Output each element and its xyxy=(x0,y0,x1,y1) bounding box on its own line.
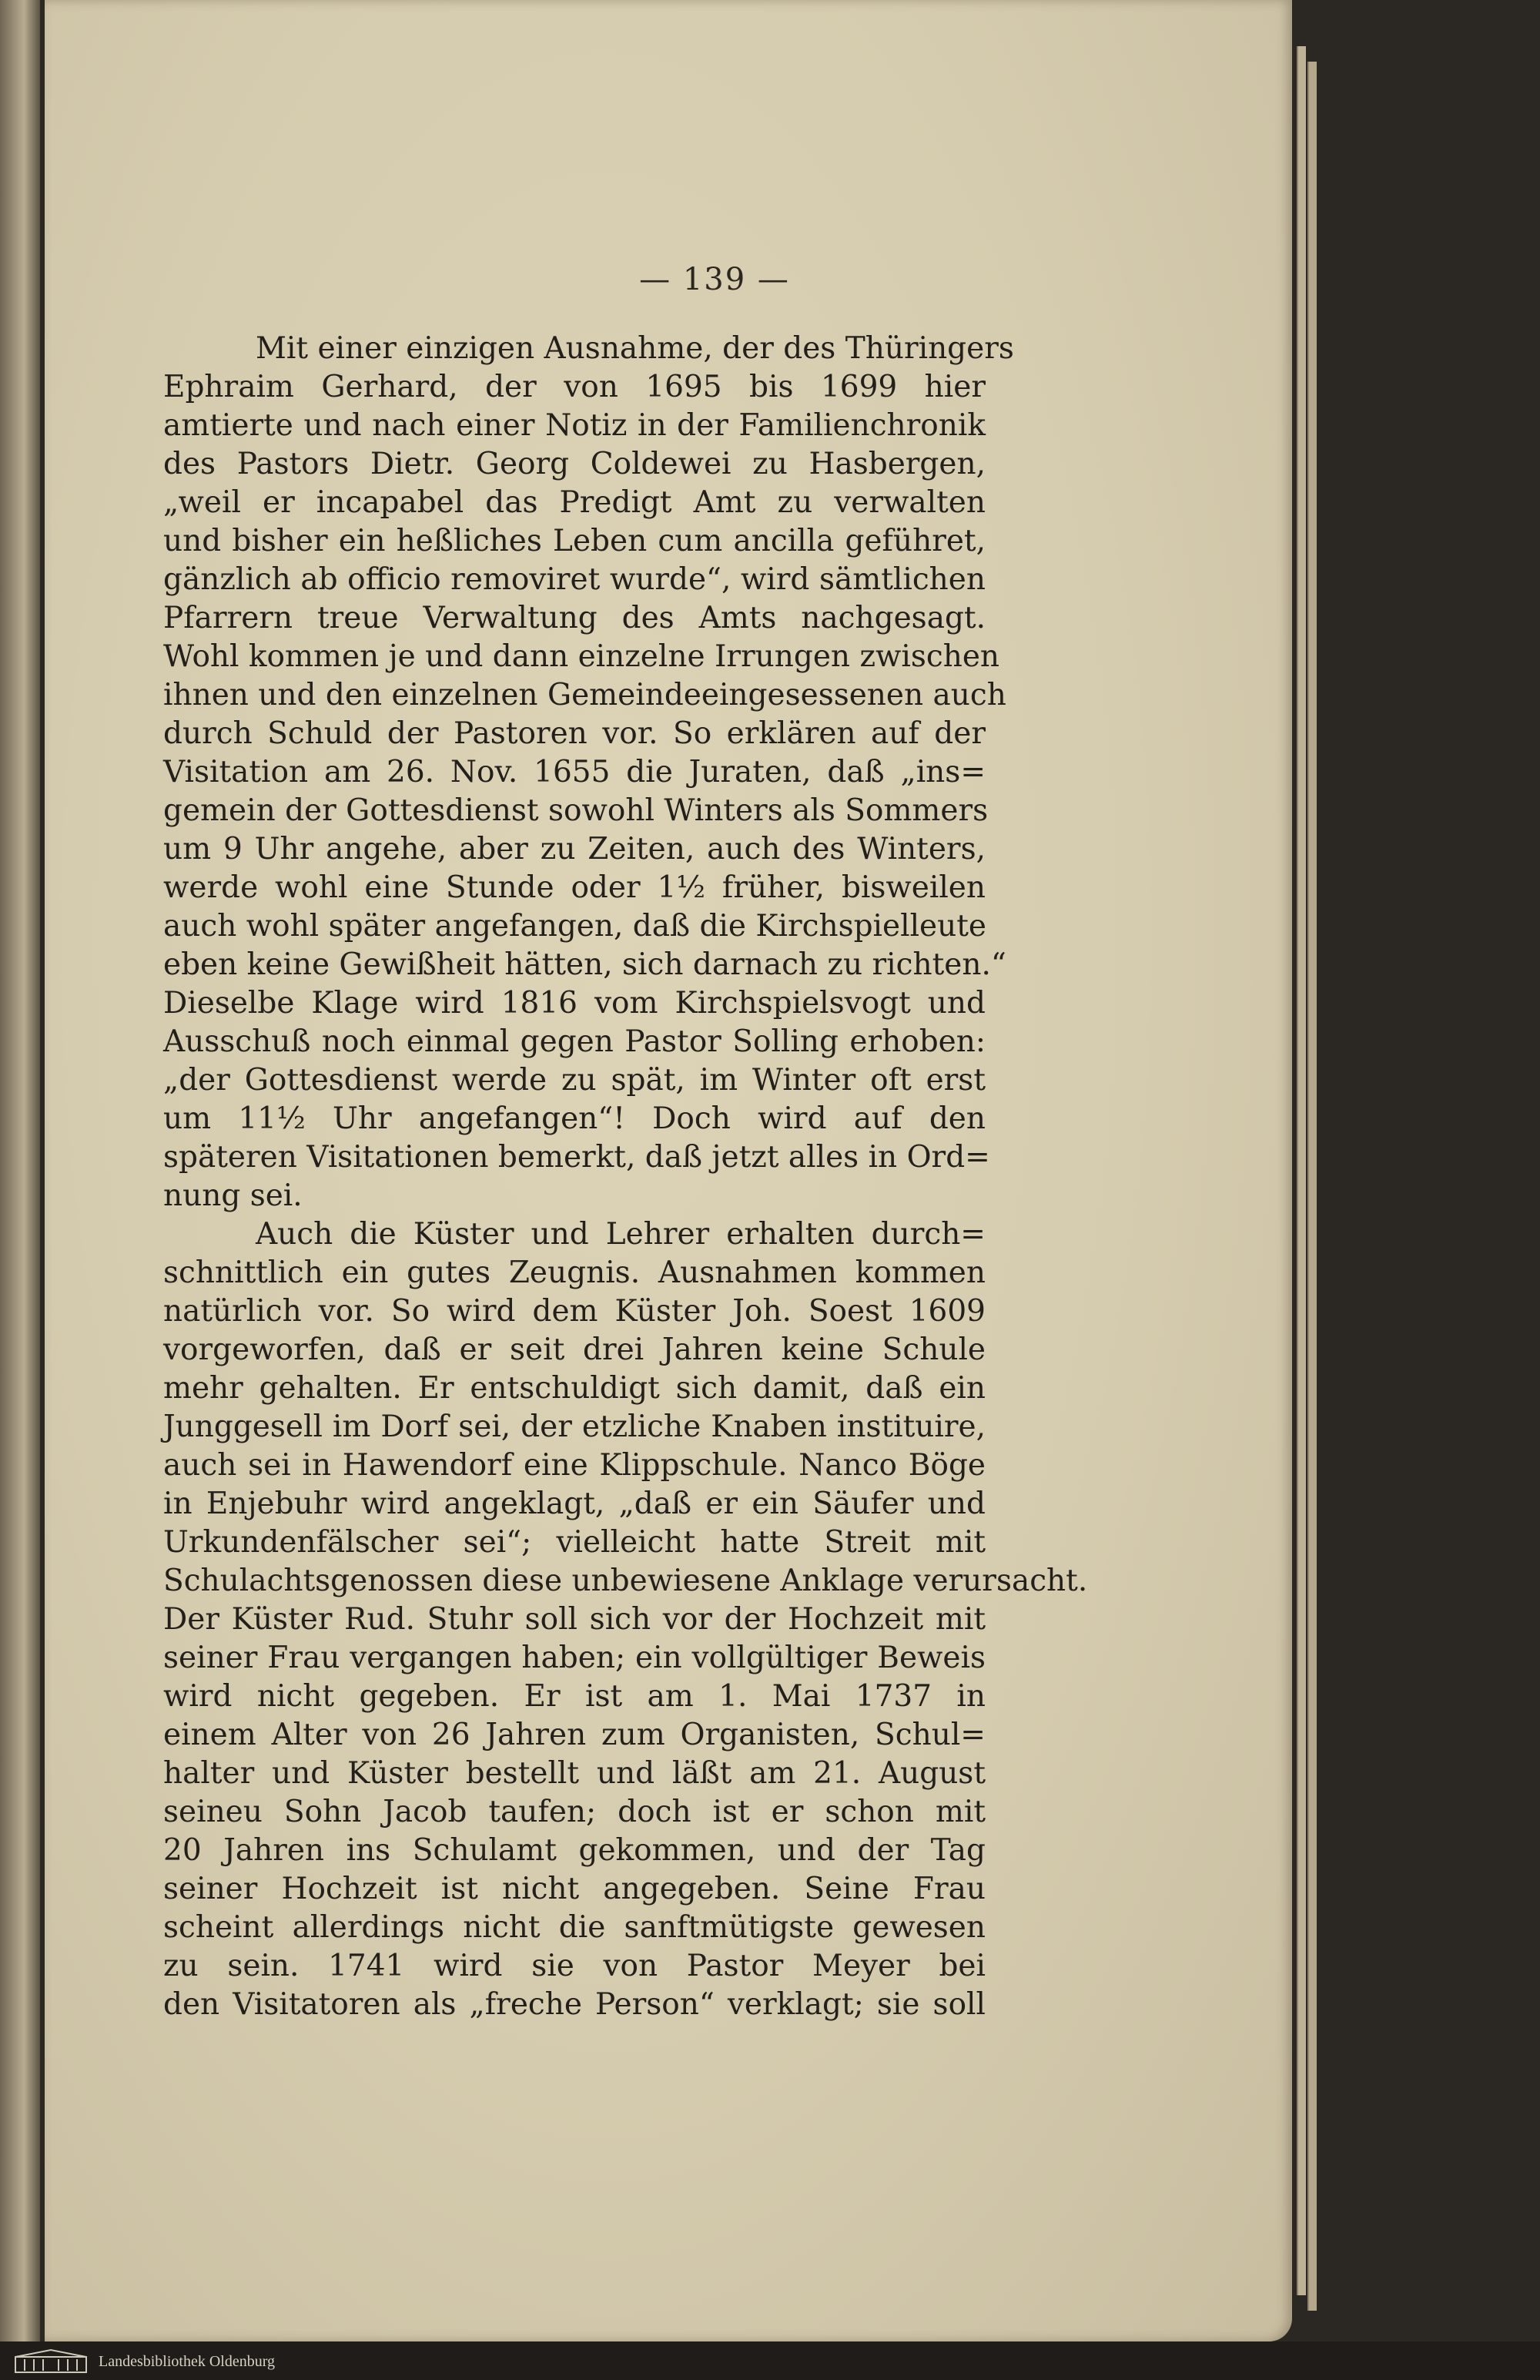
text-line: natürlich vor. So wird dem Küster Joh. Soest 1609 xyxy=(163,1294,986,1329)
text-line: mehr gehalten. Er entschuldigt sich damit, daß ein xyxy=(163,1371,986,1406)
text-line: durch Schuld der Pastoren vor. So erklären auf der xyxy=(163,716,986,751)
text-line: zu sein. 1741 wird sie von Pastor Meyer bei xyxy=(163,1949,986,1983)
page-stack-edge xyxy=(1297,46,1306,2295)
text-line: in Enjebuhr wird angeklagt, „daß er ein Säufer und xyxy=(163,1487,986,1521)
text-line: Pfarrern treue Verwaltung des Amts nachgesagt. xyxy=(163,601,986,635)
text-line: 20 Jahren ins Schulamt gekommen, und der Tag xyxy=(163,1833,986,1868)
text-line: Dieselbe Klage wird 1816 vom Kirchspielsvogt und xyxy=(163,986,986,1021)
text-line: um 9 Uhr angehe, aber zu Zeiten, auch des Winters, xyxy=(163,832,986,867)
text-line: Wohl kommen je und dann einzelne Irrungen zwischen xyxy=(163,639,1000,674)
book-page xyxy=(45,0,1292,2341)
text-line: halter und Küster bestellt und läßt am 21. August xyxy=(163,1756,986,1791)
text-line: späteren Visitationen bemerkt, daß jetzt alles in Ord= xyxy=(163,1140,990,1175)
text-line: „weil er incapabel das Predigt Amt zu verwalten xyxy=(163,485,986,520)
text-line: Visitation am 26. Nov. 1655 die Juraten, daß „ins= xyxy=(163,755,986,789)
text-line: Schulachtsgenossen diese unbewiesene Anklage verursacht. xyxy=(163,1564,1088,1598)
text-line: Ausschuß noch einmal gegen Pastor Solling erhoben: xyxy=(163,1024,986,1059)
text-line: seiner Frau vergangen haben; ein vollgültiger Beweis xyxy=(163,1641,986,1675)
text-line: Urkundenfälscher sei“; vielleicht hatte Streit mit xyxy=(163,1525,986,1560)
text-line: gänzlich ab officio removiret wurde“, wird sämtlichen xyxy=(163,562,986,597)
text-line: Mit einer einzigen Ausnahme, der des Thüringers xyxy=(256,331,1014,366)
text-line: amtierte und nach einer Notiz in der Familienchronik xyxy=(163,408,986,443)
text-line: wird nicht gegeben. Er ist am 1. Mai 1737 in xyxy=(163,1679,986,1714)
text-line: gemein der Gottesdienst sowohl Winters als Sommers xyxy=(163,793,989,828)
text-line: eben keine Gewißheit hätten, sich darnach zu richten.“ xyxy=(163,947,1006,982)
text-line: um 11½ Uhr angefangen“! Doch wird auf den xyxy=(163,1101,986,1136)
text-line: ihnen und den einzelnen Gemeindeeingesessenen auch xyxy=(163,678,1006,712)
library-building-icon xyxy=(14,2349,88,2374)
text-line: und bisher ein heßliches Leben cum ancilla geführet, xyxy=(163,524,986,558)
text-line: vorgeworfen, daß er seit drei Jahren keine Schule xyxy=(163,1332,986,1367)
text-line: Ephraim Gerhard, der von 1695 bis 1699 hier xyxy=(163,370,986,404)
text-line: seiner Hochzeit ist nicht angegeben. Seine Frau xyxy=(163,1872,986,1906)
text-line: Der Küster Rud. Stuhr soll sich vor der Hochzeit mit xyxy=(163,1602,986,1637)
text-line: werde wohl eine Stunde oder 1½ früher, bisweilen xyxy=(163,870,986,905)
previous-page-edge xyxy=(0,0,40,2341)
page-number: — 139 — xyxy=(639,262,790,297)
text-line: auch wohl später angefangen, daß die Kirchspielleute xyxy=(163,909,986,944)
body-text xyxy=(163,330,1088,2024)
text-line: auch sei in Hawendorf eine Klippschule. Nanco Böge xyxy=(163,1448,986,1483)
page-stack-edge xyxy=(1307,62,1317,2311)
text-line: den Visitatoren als „freche Person“ verklagt; sie soll xyxy=(163,1987,986,2022)
text-line: des Pastors Dietr. Georg Coldewei zu Hasbergen, xyxy=(163,447,986,481)
text-line: einem Alter von 26 Jahren zum Organisten, Schul= xyxy=(163,1718,986,1752)
text-line: „der Gottesdienst werde zu spät, im Winter oft erst xyxy=(163,1063,986,1098)
text-line: Junggesell im Dorf sei, der etzliche Knaben instituire, xyxy=(163,1410,986,1444)
text-line: nung sei. xyxy=(163,1178,303,1213)
text-line: schnittlich ein gutes Zeugnis. Ausnahmen kommen xyxy=(163,1255,986,1290)
library-name: Landesbibliothek Oldenburg xyxy=(99,2353,276,2370)
text-line: Auch die Küster und Lehrer erhalten durch= xyxy=(256,1217,986,1252)
text-line: seineu Sohn Jacob taufen; doch ist er schon mit xyxy=(163,1795,986,1829)
text-line: scheint allerdings nicht die sanftmütigste gewesen xyxy=(163,1910,986,1945)
